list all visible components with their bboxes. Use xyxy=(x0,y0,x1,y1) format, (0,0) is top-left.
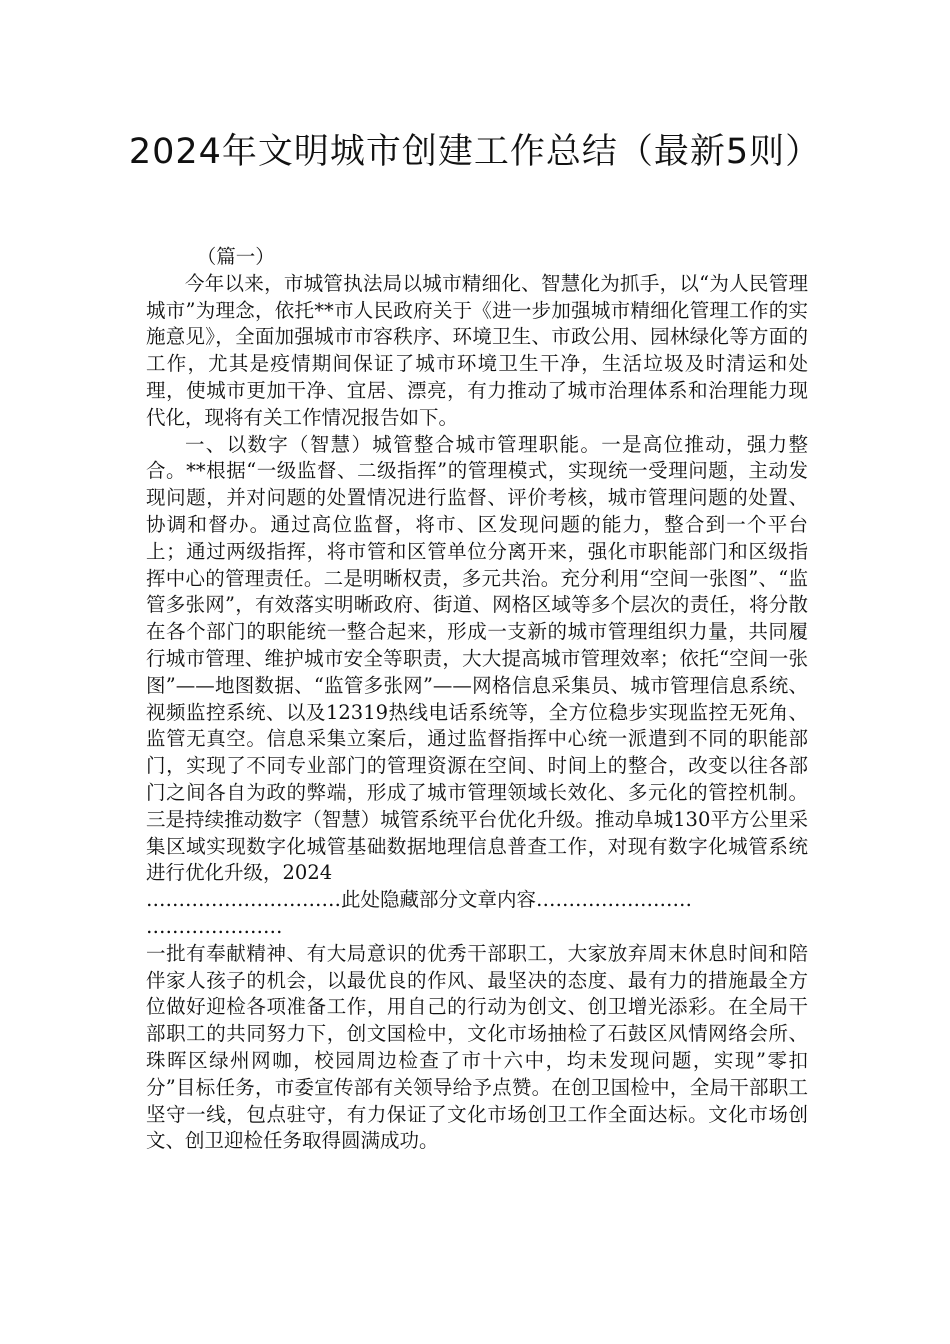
hidden-content-dots: ………………… xyxy=(146,914,283,938)
hidden-content-notice: …………………………此处隐藏部分文章内容…………………… xyxy=(146,888,693,912)
document-title: 2024年文明城市创建工作总结（最新5则） xyxy=(128,132,822,172)
paragraph-section-one: 一、以数字（智慧）城管整合城市管理职能。一是高位推动，强力整合。**根据“一级监督、二级指挥”的管理模式，实现统一受理问题，主动发现问题，并对问题的处置情况进行监督、评价考核，城市管理问题的处置、协调和督办。通过高位监督，将市、区发现问题的能力，整合到一个平台上；通过两级指挥，将市管和区管单位分离开来，强化市职能部门和区级指挥中心的管理责任。二是明晰权责，多元共治。充分利用“空间一张图”、“监管多张网”，有效落实明晰政府、街道、网格区域等多个层次的责任，将分散在各个部门的职能统一整合起来，形成一支新的城市管理组织力量，共同履行城市管理、维护城市安全等职责，大大提高城市管理效率；依托“空间一张图”——地图数据、“监管多张网”——网格信息采集员、城市管理信息系统、视频监控系统、以及12319热线电话系统等，全方位稳步实现监控无死角、监管无真空。信息采集立案后，通过监督指挥中心统一派遣到不同的职能部门，实现了不同专业部门的管理资源在空间、时间上的整合，改变以往各部门之间各自为政的弊端，形成了城市管理领域长效化、多元化的管控机制。三是持续推动数字（智慧）城管系统平台优化升级。推动阜城130平方公里采集区域实现数字化城管基础数据地理信息普查工作，对现有数字化城管系统进行优化升级，2024 xyxy=(146,432,808,885)
section-label: （篇一） xyxy=(196,245,275,268)
paragraph-intro: 今年以来，市城管执法局以城市精细化、智慧化为抓手，以“为人民管理城市”为理念，依托**市人民政府关于《进一步加强城市精细化管理工作的实施意见》，全面加强城市市容秩序、环境卫生、市政公用、园林绿化等方面的工作，尤其是疫情期间保证了城市环境卫生干净，生活垃圾及时清运和处理，使城市更加干净、宜居、漂亮，有力推动了城市治理体系和治理能力现代化，现将有关工作情况报告如下。 xyxy=(146,271,808,429)
paragraph-closing: 一批有奉献精神、有大局意识的优秀干部职工，大家放弃周末休息时间和陪伴家人孩子的机会，以最优良的作风、最坚决的态度、最有力的措施最全方位做好迎检各项准备工作，用自己的行动为创文、创卫增光添彩。在全局干部职工的共同努力下，创文国检中，文化市场抽检了石鼓区风情网络会所、珠晖区绿州网咖，校园周边检查了市十六中，均未发现问题，实现”零扣分”目标任务，市委宣传部有关领导给予点赞。在创卫国检中，全局干部职工坚守一线，包点驻守，有力保证了文化市场创卫工作全面达标。文化市场创文、创卫迎检任务取得圆满成功。 xyxy=(146,941,808,1153)
document-body xyxy=(146,244,808,1155)
